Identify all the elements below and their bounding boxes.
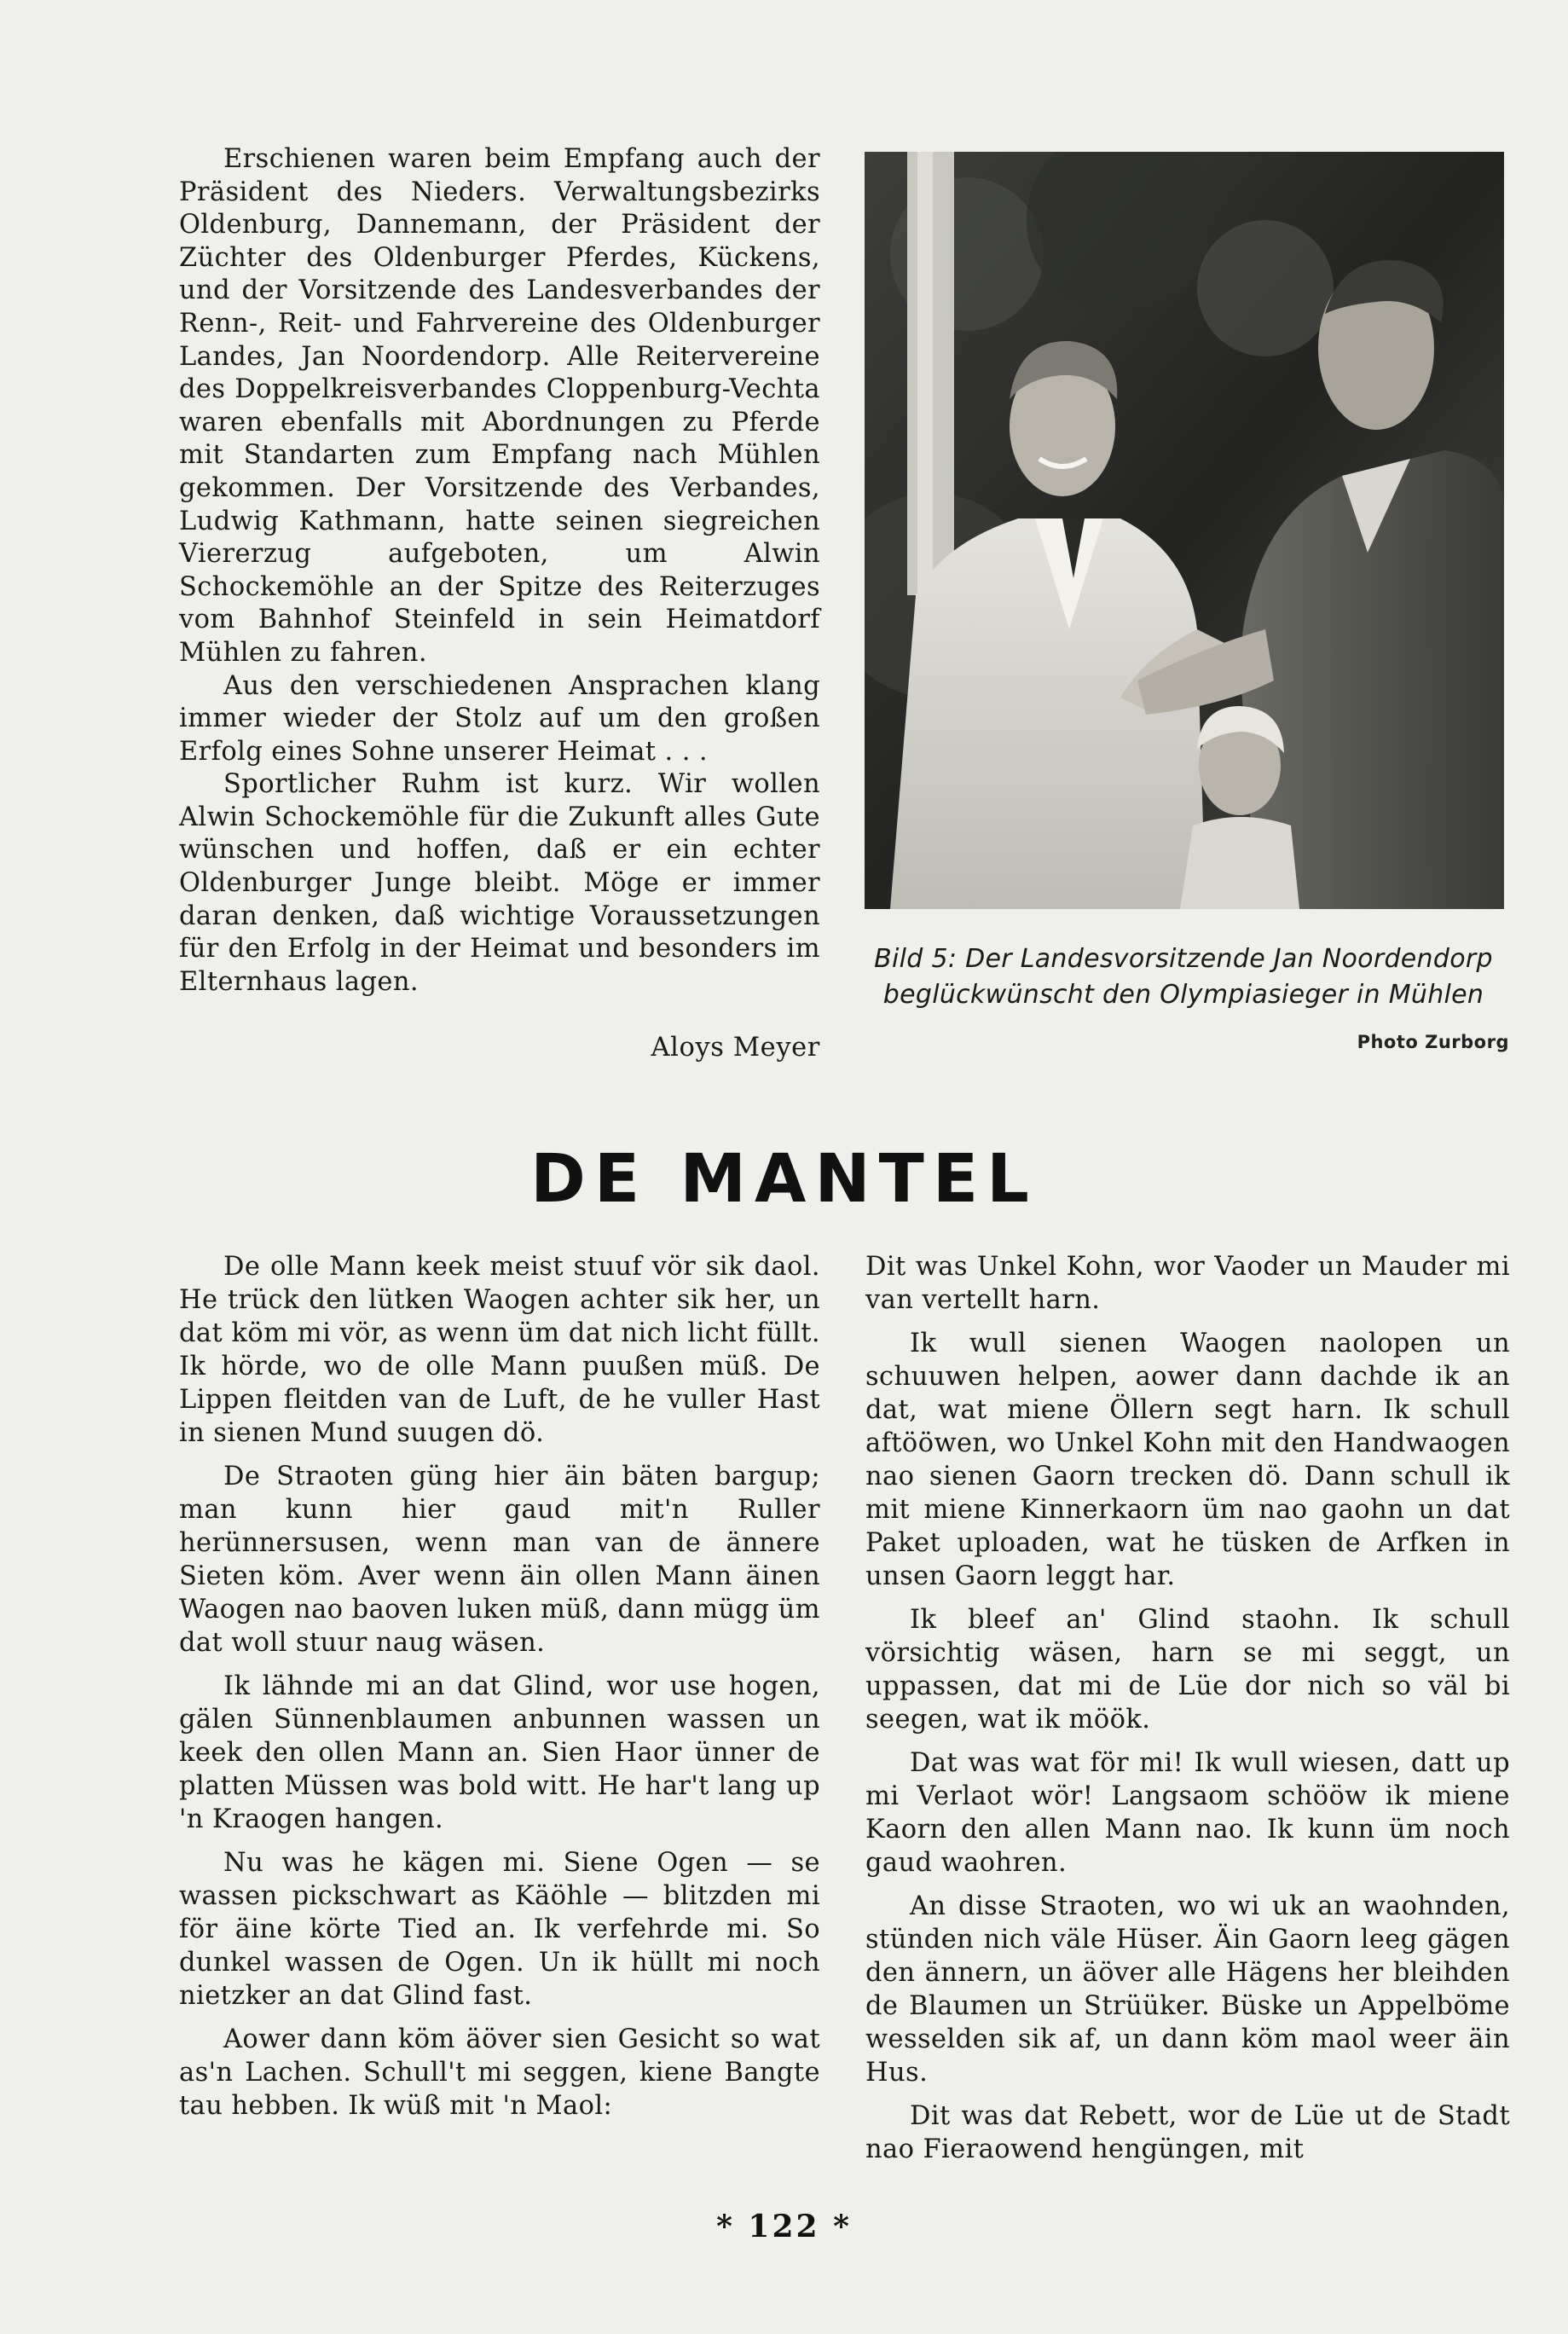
article-paragraph: Aus den verschiedenen Ansprachen klang immer wieder der Stolz auf um den großen Erfolg eines Sohne unserer Heimat . . .: [179, 670, 820, 767]
story-paragraph: An disse Straoten, wo wi uk an waohnden, stünden nich väle Hüser. Äin Gaorn leeg gägen den ännern, un äöver alle Hägens her bleihden de Blaumen un Strüüker. Büske un Appelböme wesselden sik af, un dann köm maol weer äin Hus.: [865, 1891, 1510, 2088]
article-paragraph: Erschienen waren beim Empfang auch der Präsident des Nieders. Verwaltungsbezirks Oldenburg, Dannemann, der Präsident der Züchter des Oldenburger Pferdes, Kückens, und der Vorsitzende des Landesverbandes der Renn-, Reit- und Fahrvereine des Oldenburger Landes, Jan Noordendorp. Alle Reitervereine des Doppelkreisverbandes Cloppenburg-Vechta waren ebenfalls mit Abordnungen zu Pferde mit Standarten zum Empfang nach Mühlen gekommen. Der Vorsitzende des Verbandes, Ludwig Kathmann, hatte seinen siegreichen Viererzug aufgeboten, um Alwin Schockemöhle an der Spitze des Reiterzuges vom Bahnhof Steinfeld in sein Heimatdorf Mühlen zu fahren.: [179, 144, 820, 668]
story-paragraph: Aower dann köm äöver sien Gesicht so wat as'n Lachen. Schull't mi seggen, kiene Bangte tau hebben. Ik wüß mit 'n Maol:: [179, 2024, 820, 2121]
article-author: Aloys Meyer: [651, 1033, 820, 1063]
caption-line: beglückwünscht den Olympiasieger in Mühlen: [882, 980, 1484, 1010]
photo-caption: [856, 941, 1511, 1013]
caption-line: Bild 5: Der Landesvorsitzende Jan Noordendorp: [874, 944, 1493, 974]
article-paragraph: Sportlicher Ruhm ist kurz. Wir wollen Alwin Schockemöhle für die Zukunft alles Gute wünschen und hoffen, daß er ein echter Oldenburger Junge bleibt. Möge er immer daran denken, daß wichtige Voraussetzungen für den Erfolg in der Heimat und besonders im Elternhaus lagen.: [179, 769, 820, 997]
article-top-column: [179, 143, 820, 999]
story-paragraph: Dat was wat för mi! Ik wull wiesen, datt up mi Verlaot wör! Langsaom schööw ik miene Kaorn den allen Mann nao. Ik kunn üm noch gaud waohren.: [865, 1748, 1510, 1878]
story-paragraph: Nu was he kägen mi. Siene Ogen — se wassen pickschwart as Käöhle — blitzden mi för äine körte Tied an. Ik verfehrde mi. So dunkel wassen de Ogen. Un ik hüllt mi noch nietzker an dat Glind fast.: [179, 1848, 820, 2011]
story-paragraph: Dit was Unkel Kohn, wor Vaoder un Mauder mi van vertellt harn.: [865, 1252, 1510, 1315]
story-title: DE MANTEL: [530, 1141, 1038, 1218]
story-right-column: [865, 1250, 1510, 2176]
story-paragraph: De olle Mann keek meist stuuf vör sik daol. He trück den lütken Waogen achter sik her, un dat köm mi vör, as wenn üm dat nich licht füllt. Ik hörde, wo de olle Mann puußen müß. De Lippen fleitden van de Luft, de he vuller Hast in sienen Mund suugen dö.: [179, 1252, 820, 1448]
story-paragraph: De Straoten güng hier äin bäten bargup; man kunn hier gaud mit'n Ruller herünnersusen, wenn man van de ännere Sieten köm. Aver wenn äin ollen Mann äinen Waogen nao baoven luken müß, dann mügg üm dat woll stuur naug wäsen.: [179, 1462, 820, 1658]
photo-credit: Photo Zurborg: [1357, 1032, 1509, 1052]
story-left-column: [179, 1250, 820, 2133]
story-paragraph: Dit was dat Rebett, wor de Lüe ut de Stadt nao Fieraowend hengüngen, mit: [865, 2101, 1510, 2164]
photo-image: [865, 152, 1504, 909]
story-paragraph: Ik wull sienen Waogen naolopen un schuuwen helpen, aower dann dachde ik an dat, wat miene Öllern segt harn. Ik schull aftööwen, wo Unkel Kohn mit den Handwaogen nao sienen Gaorn trecken dö. Dann schull ik mit miene Kinnerkaorn üm nao gaohn un dat Paket uploaden, wat he tüsken de Arfken in unsen Gaorn leggt har.: [865, 1329, 1510, 1591]
photo-handshake: [865, 152, 1504, 909]
page-number: * 122 *: [716, 2209, 852, 2244]
story-paragraph: Ik bleef an' Glind staohn. Ik schull vörsichtig wäsen, harn se mi seggt, un uppassen, dat mi de Lüe dor nich so väl bi seegen, wat ik möök.: [865, 1605, 1510, 1735]
story-paragraph: Ik lähnde mi an dat Glind, wor use hogen, gälen Sünnenblaumen anbunnen wassen un keek den ollen Mann an. Sien Haor ünner de platten Müssen was bold witt. He har't lang up 'n Kraogen hangen.: [179, 1671, 820, 1834]
